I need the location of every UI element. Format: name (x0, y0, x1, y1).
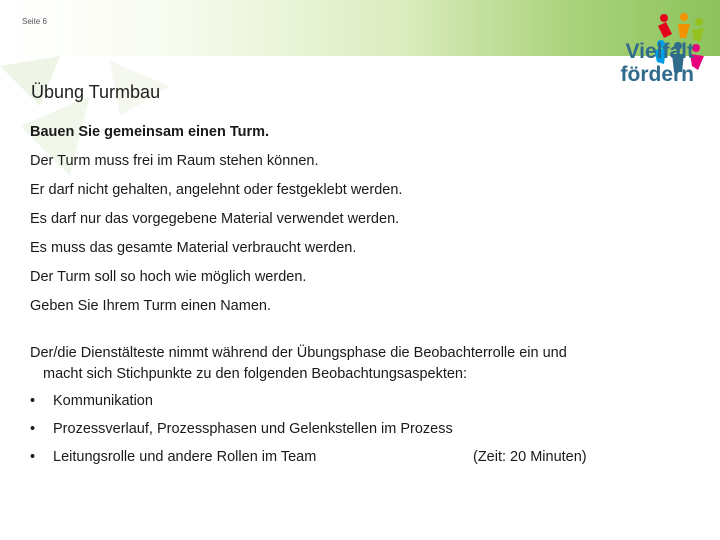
logo-line-2: fördern (620, 63, 694, 86)
observer-line-2: macht sich Stichpunkte zu den folgenden Beobachtungsaspekten: (43, 366, 468, 382)
list-item (30, 419, 690, 447)
aspect-text: Leitungsrolle und andere Rollen im Team (53, 449, 317, 465)
slide-content (30, 122, 690, 475)
rule-line: Es darf nur das vorgegebene Material verwendet werden. (30, 211, 400, 227)
bullet-icon: • (30, 393, 36, 409)
page-number: Seite 6 (22, 17, 47, 26)
bullet-icon: • (30, 421, 36, 437)
rule-line: Der Turm muss frei im Raum stehen können. (30, 153, 319, 169)
lead-line: Bauen Sie gemeinsam einen Turm. (30, 124, 270, 140)
vielfalt-foerdern-logo (576, 12, 706, 84)
rule-line: Es muss das gesamte Material verbraucht werden. (30, 240, 357, 256)
rule-line: Der Turm soll so hoch wie möglich werden. (30, 269, 307, 285)
observer-line-1: Der/die Dienstälteste nimmt während der Übungsphase die Beobachterrolle ein und (30, 345, 567, 361)
aspect-text: Kommunikation (53, 393, 153, 409)
aspect-text: Prozessverlauf, Prozessphasen und Gelenkstellen im Prozess (53, 421, 453, 437)
list-item (30, 391, 690, 419)
time-note: (Zeit: 20 Minuten) (473, 449, 587, 465)
slide-title: Übung Turmbau (31, 82, 161, 102)
rule-line: Geben Sie Ihrem Turm einen Namen. (30, 298, 271, 314)
bullet-icon: • (30, 449, 36, 465)
observer-instructions (30, 343, 690, 385)
list-item (30, 447, 690, 475)
logo-line-1: Vielfalt (625, 40, 694, 63)
logo-wordmark (576, 40, 694, 86)
aspect-list (30, 391, 690, 475)
rule-line: Er darf nicht gehalten, angelehnt oder festgeklebt werden. (30, 182, 403, 198)
